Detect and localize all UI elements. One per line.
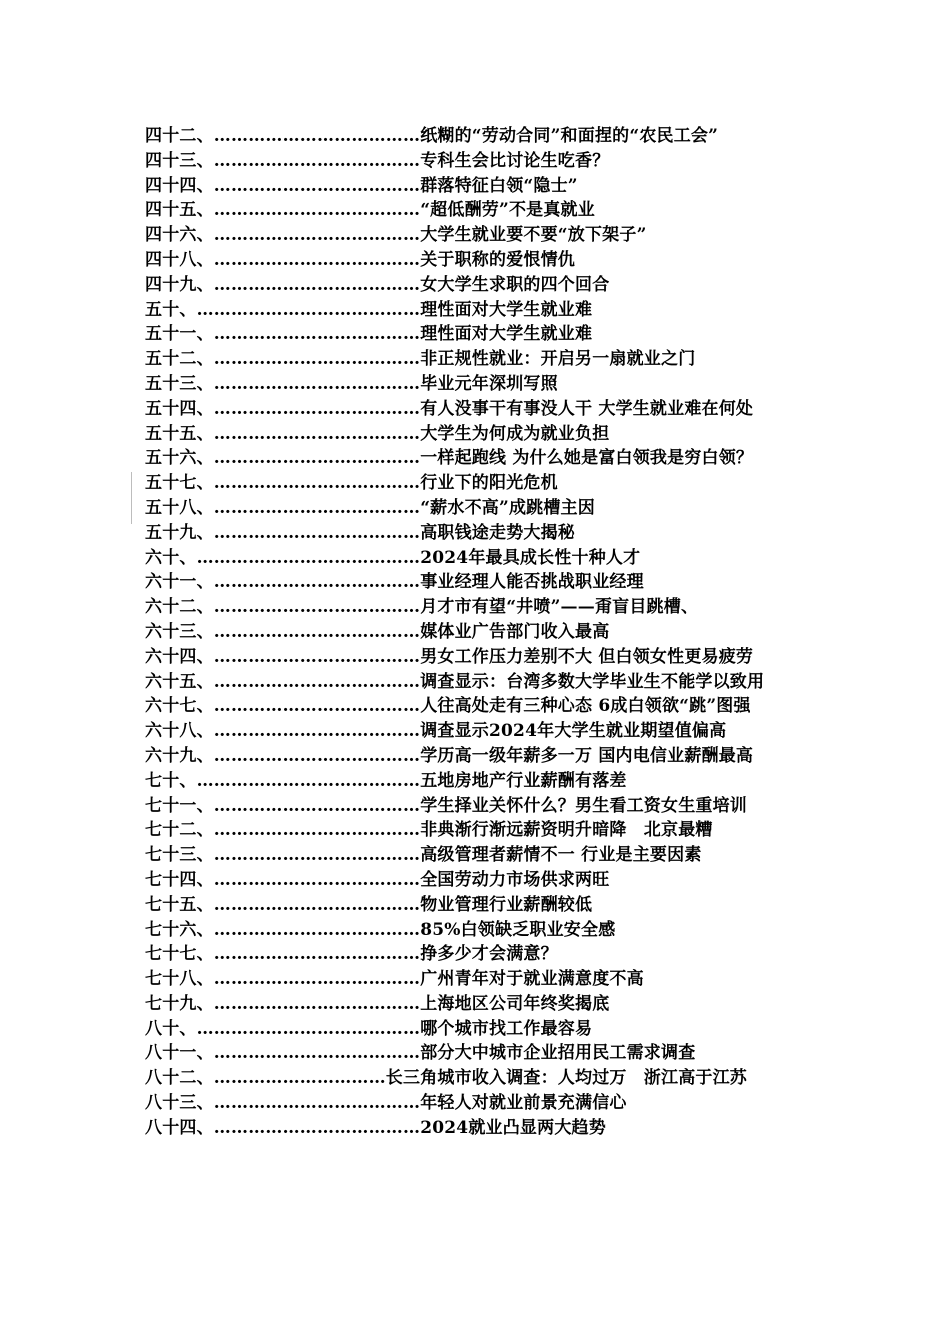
toc-entry: 七十九、………………………………上海地区公司年终奖揭底	[145, 993, 610, 1014]
toc-entry: 四十六、………………………………大学生就业要不要“放下架子”	[145, 225, 647, 246]
toc-entry: 六十三、………………………………媒体业广告部门收入最高	[145, 621, 610, 642]
toc-entry: 七十、…………………………………五地房地产行业薪酬有落差	[145, 770, 627, 791]
toc-entry: 四十八、………………………………关于职称的爱恨情仇	[145, 249, 575, 270]
toc-entry: 五十六、………………………………一样起跑线 为什么她是富白领我是穷白领？	[145, 448, 754, 469]
table-of-contents	[145, 124, 810, 1141]
toc-entry: 八十二、…………………………长三角城市收入调查：人均过万 浙江高于江苏	[145, 1068, 747, 1089]
toc-entry: 六十九、………………………………学历高一级年薪多一万 国内电信业薪酬最高	[145, 745, 754, 766]
toc-entry: 八十、…………………………………哪个城市找工作最容易	[145, 1018, 593, 1039]
toc-entry: 五十九、………………………………高职钱途走势大揭秘	[145, 522, 575, 543]
toc-entry: 七十六、………………………………85%白领缺乏职业安全感	[145, 919, 616, 940]
toc-entry: 六十一、………………………………事业经理人能否挑战职业经理	[145, 572, 644, 593]
toc-entry: 四十四、………………………………群落特征白领“隐士”	[145, 175, 578, 196]
toc-entry: 七十三、………………………………高级管理者薪情不一 行业是主要因素	[145, 845, 702, 866]
toc-entry: 四十五、………………………………“超低酬劳”不是真就业	[145, 200, 595, 221]
toc-entry: 六十七、………………………………人往高处走有三种心态 6成白领欲“跳”图强	[145, 696, 751, 717]
toc-entry: 六十二、………………………………月才市有望“井喷”——甭盲目跳槽、	[145, 597, 699, 618]
toc-entry: 八十一、………………………………部分大中城市企业招用民工需求调查	[145, 1043, 696, 1064]
toc-entry: 四十九、………………………………女大学生求职的四个回合	[145, 274, 610, 295]
toc-entry: 七十一、………………………………学生择业关怀什么？男生看工资女生重培训	[145, 795, 747, 816]
toc-entry: 五十八、………………………………“薪水不高”成跳槽主因	[145, 497, 595, 518]
toc-entry: 五十一、………………………………理性面对大学生就业难	[145, 324, 593, 345]
toc-entry: 五十四、………………………………有人没事干有事没人干 大学生就业难在何处	[145, 398, 754, 419]
toc-entry: 五十五、………………………………大学生为何成为就业负担	[145, 423, 610, 444]
toc-entry: 六十八、………………………………调查显示2024年大学生就业期望值偏高	[145, 721, 727, 742]
toc-entry: 七十四、………………………………全国劳动力市场供求两旺	[145, 869, 610, 890]
toc-entry: 六十五、………………………………调查显示：台湾多数大学毕业生不能学以致用	[145, 671, 765, 692]
toc-entry: 七十二、………………………………非典渐行渐远薪资明升暗降 北京最糟	[145, 820, 713, 841]
toc-entry: 八十三、………………………………年轻人对就业前景充满信心	[145, 1093, 627, 1114]
toc-entry: 七十七、………………………………挣多少才会满意？	[145, 944, 558, 965]
margin-mark	[131, 472, 132, 524]
toc-entry: 四十二、………………………………纸糊的“劳动合同”和面捏的“农民工会”	[145, 126, 719, 146]
toc-entry: 四十三、………………………………专科生会比讨论生吃香？	[145, 150, 610, 171]
toc-entry: 五十二、………………………………非正规性就业：开启另一扇就业之门	[145, 349, 696, 370]
toc-entry: 六十、…………………………………2024年最具成长性十种人才	[145, 547, 641, 568]
toc-entry: 五十七、………………………………行业下的阳光危机	[145, 473, 558, 494]
toc-entry: 七十八、………………………………广州青年对于就业满意度不高	[145, 969, 644, 990]
toc-entry: 五十、…………………………………理性面对大学生就业难	[145, 299, 593, 320]
toc-entry: 六十四、………………………………男女工作压力差别不大 但白领女性更易疲劳	[145, 646, 754, 667]
toc-entry: 八十四、………………………………2024就业凸显两大趋势	[145, 1117, 606, 1138]
toc-entry: 七十五、………………………………物业管理行业薪酬较低	[145, 894, 593, 915]
toc-entry: 五十三、………………………………毕业元年深圳写照	[145, 373, 558, 394]
